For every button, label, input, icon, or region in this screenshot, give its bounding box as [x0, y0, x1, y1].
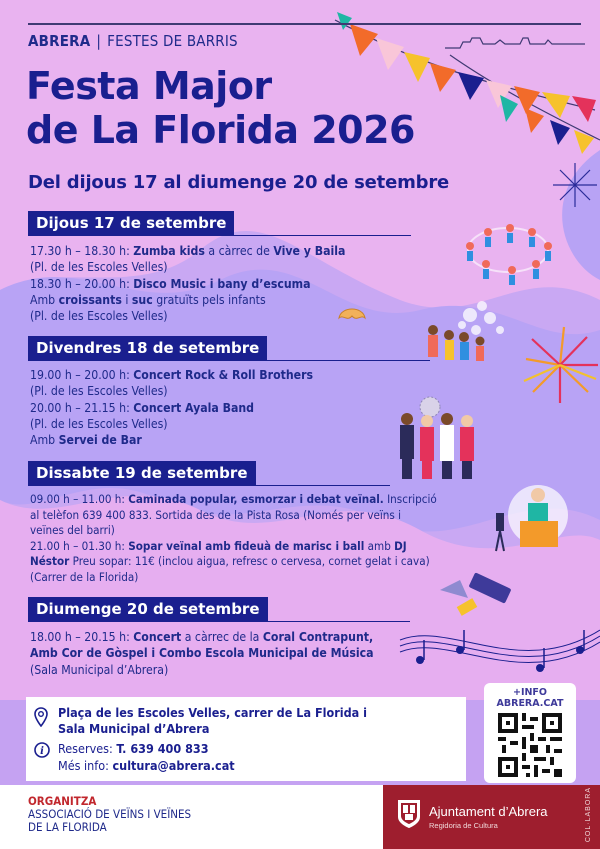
day-rule — [256, 485, 391, 487]
day-4-events — [30, 629, 450, 678]
croissant-icon — [337, 302, 367, 328]
organizer-label: ORGANITZA — [28, 794, 97, 808]
more-info-line: Més info: cultura@abrera.cat — [58, 758, 235, 773]
day-header: Dissabte 19 de setembre — [28, 461, 256, 486]
event-location: (Pl. de les Escoles Velles) — [30, 416, 168, 431]
event-item: 18.00 h – 20.15 h: Concert a càrrec de la Coral Contrapunt, — [30, 630, 374, 644]
day-header: Dijous 17 de setembre — [28, 211, 234, 236]
svg-text:i: i — [40, 746, 44, 757]
day-1-events — [30, 243, 430, 324]
event-item: 21.00 h – 01.30 h: Sopar veïnal amb fideuà de marisc i ball amb DJ — [30, 538, 407, 553]
event-detail: al telèfon 639 400 833. Sortida des de la Pista Rosa (Només per veïns i — [30, 507, 402, 522]
brand-subtitle: FESTES DE BARRIS — [107, 32, 238, 50]
day-header: Diumenge 20 de setembre — [28, 597, 268, 622]
event-item: 17.30 h – 18.30 h: Zumba kids a càrrec de Vive y Baila — [30, 244, 346, 258]
brand: ABRERA | FESTES DE BARRIS — [28, 32, 238, 50]
event-item: 19.00 h – 20.00 h: Concert Rock & Roll Brothers — [30, 368, 314, 382]
day-header: Divendres 18 de setembre — [28, 336, 267, 361]
title-line-1: Festa Major — [26, 64, 272, 108]
day-2-events — [30, 367, 430, 448]
organizer: ORGANITZA ASSOCIACIÓ DE VEÏNS I VEÏNES DE LA FLORIDA — [28, 794, 192, 834]
location-pin-icon — [34, 707, 48, 727]
brand-name: ABRERA — [28, 32, 91, 50]
day-3-events — [30, 492, 490, 586]
event-extra: Amb Servei de Bar — [30, 433, 142, 448]
reserves-line: Reserves: T. 639 400 833 — [58, 741, 209, 756]
day-rule — [267, 360, 430, 362]
event-detail: veïnes del barri) — [30, 523, 115, 538]
event-extra: Amb croissants i suc gratuïts pels infants — [30, 292, 266, 307]
council-shield-icon — [397, 799, 421, 829]
date-range: Del dijous 17 al diumenge 20 de setembre — [28, 172, 450, 193]
event-location: (Pl. de les Escoles Velles) — [30, 384, 168, 399]
event-location: (Pl. de les Escoles Velles) — [30, 309, 168, 324]
event-item: 09.00 h – 11.00 h: Caminada popular, esmorzar i debat veïnal. Inscripció — [30, 492, 437, 506]
qr-code-icon[interactable] — [498, 713, 562, 777]
day-section-1 — [28, 211, 411, 236]
event-location: (Pl. de les Escoles Velles) — [30, 260, 168, 275]
qr-box[interactable] — [484, 683, 576, 783]
event-item: 18.30 h – 20.00 h: Disco Music i bany d’escuma — [30, 276, 311, 291]
qr-label: +INFO ABRERA.CAT — [496, 687, 564, 709]
title-line-2: de La Florida 2026 — [26, 108, 415, 152]
event-detail: Néstor Preu sopar: 11€ (inclou aigua, refresc o cervesa, cornet gelat i cava) — [30, 554, 430, 569]
day-section-4 — [28, 597, 410, 622]
council-department: Regidoria de Cultura — [429, 821, 498, 830]
day-section-3 — [28, 461, 390, 486]
council-logo — [383, 785, 600, 849]
page-title — [26, 64, 496, 152]
day-rule — [268, 621, 411, 623]
day-section-2 — [28, 336, 430, 361]
day-rule — [234, 235, 411, 237]
event-location: (Sala Municipal d’Abrera) — [30, 662, 169, 677]
collaborates-label: COL·LABORA — [585, 787, 592, 843]
event-location: (Carrer de la Florida) — [30, 569, 139, 584]
footer — [0, 785, 600, 849]
info-box — [26, 697, 466, 781]
event-item: 20.00 h – 21.15 h: Concert Ayala Band — [30, 400, 255, 415]
event-detail: Amb Cor de Gòspel i Combo Escola Municipal de Música — [30, 646, 374, 661]
location-text: Plaça de les Escoles Velles, carrer de La Florida i Sala Municipal d’Abrera — [58, 705, 368, 736]
top-rule — [28, 23, 581, 25]
council-name: Ajuntament d’Abrera — [429, 804, 548, 819]
info-icon — [34, 742, 50, 758]
